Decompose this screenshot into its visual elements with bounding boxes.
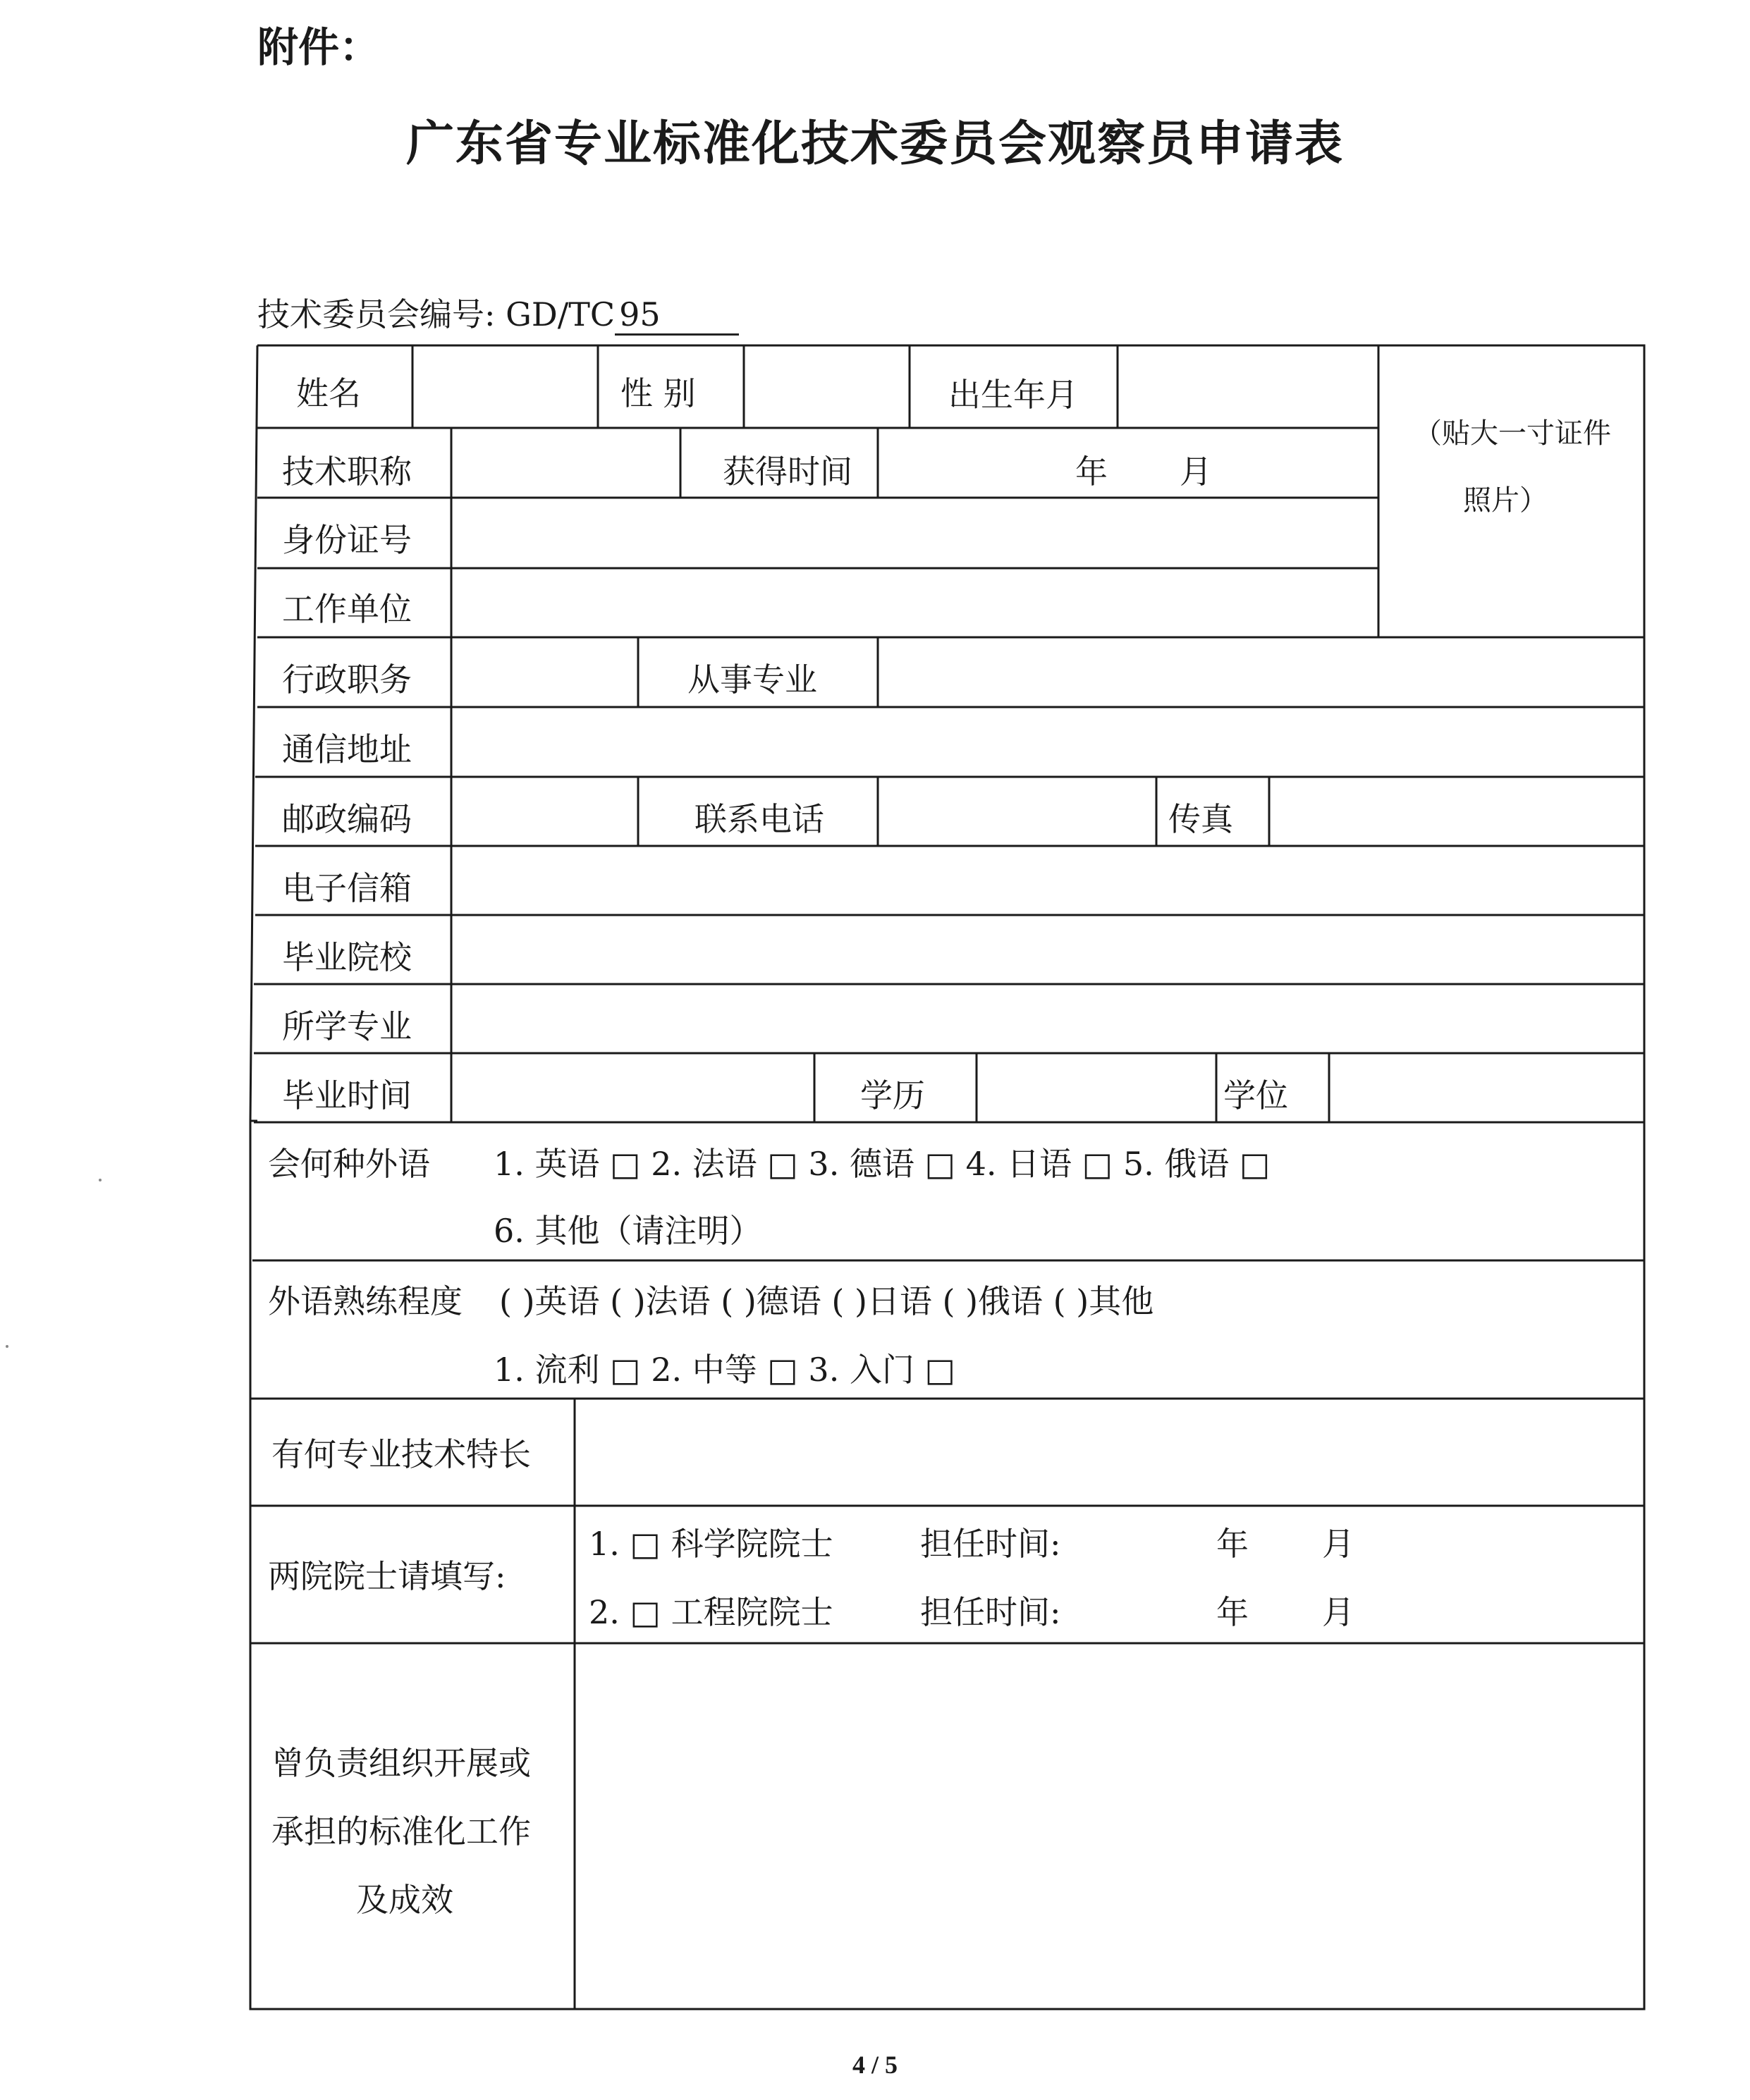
scan-speck: [6, 1345, 8, 1348]
languages-options[interactable]: 1. 英语 □ 2. 法语 □ 3. 德语 □ 4. 日语 □ 5. 俄语 □: [494, 1145, 1271, 1183]
name-field[interactable]: [415, 348, 596, 426]
expertise-label: 有何专业技术特长: [271, 1435, 531, 1473]
work-label-line2: 承担的标准化工作: [271, 1812, 531, 1850]
gender-field[interactable]: [746, 348, 907, 426]
academician-science-option[interactable]: 1. □ 科学院院士: [589, 1525, 833, 1563]
academician-engineering-tenure-label: 担任时间:: [920, 1593, 1061, 1631]
committee-number-label: 技术委员会编号: GD/TC: [257, 295, 616, 333]
work-achievements-field[interactable]: [577, 1645, 1642, 2007]
address-field[interactable]: [453, 709, 1642, 775]
graduation-time-field[interactable]: [453, 1055, 812, 1120]
address-label: 通信地址: [282, 730, 412, 768]
attachment-label: 附件：: [257, 23, 381, 71]
school-field[interactable]: [453, 917, 1642, 982]
academician-label: 两院院士请填写:: [268, 1557, 506, 1595]
page-title: 广东省专业标准化技术委员会观察员申请表: [405, 116, 1344, 172]
email-field[interactable]: [453, 848, 1642, 913]
work-label-line3: 及成效: [356, 1881, 453, 1919]
obtained-month-label[interactable]: 月: [1180, 453, 1212, 491]
phone-label: 联系电话: [695, 800, 824, 838]
email-label: 电子信箱: [282, 869, 412, 907]
degree-label: 学位: [1223, 1076, 1288, 1115]
academician-science-tenure-label: 担任时间:: [920, 1525, 1061, 1563]
expertise-field[interactable]: [577, 1401, 1642, 1504]
work-label-line1: 曾负责组织开展或: [271, 1744, 531, 1782]
proficiency-levels[interactable]: 1. 流利 □ 2. 中等 □ 3. 入门 □: [494, 1351, 956, 1389]
languages-other[interactable]: 6. 其他（请注明）: [494, 1212, 762, 1250]
obtained-year-label[interactable]: 年: [1075, 453, 1108, 491]
proficiency-languages[interactable]: ( )英语 ( )法语 ( )德语 ( )日语 ( )俄语 ( )其他: [499, 1282, 1154, 1320]
fax-label: 传真: [1168, 800, 1233, 838]
education-label: 学历: [860, 1076, 925, 1115]
id-number-field[interactable]: [453, 500, 1376, 566]
name-label: 姓名: [296, 374, 361, 412]
academician-engineering-year[interactable]: 年: [1216, 1593, 1249, 1631]
academician-engineering-option[interactable]: 2. □ 工程院院士: [589, 1593, 833, 1631]
birth-label: 出生年月: [948, 376, 1078, 414]
employer-field[interactable]: [453, 570, 1376, 635]
specialty-label: 从事专业: [687, 661, 817, 699]
technical-title-label: 技术职称: [282, 453, 412, 491]
birth-field[interactable]: [1120, 348, 1376, 426]
committee-number-field[interactable]: 95: [615, 295, 739, 336]
employer-label: 工作单位: [282, 590, 412, 628]
position-field[interactable]: [453, 639, 636, 705]
postcode-field[interactable]: [453, 779, 636, 844]
fax-field[interactable]: [1271, 779, 1642, 844]
scan-speck: [99, 1179, 102, 1181]
languages-label: 会何种外语: [268, 1145, 430, 1183]
academician-engineering-month[interactable]: 月: [1322, 1593, 1354, 1631]
major-label: 所学专业: [282, 1007, 412, 1045]
major-field[interactable]: [453, 986, 1642, 1051]
graduation-time-label: 毕业时间: [282, 1076, 412, 1115]
photo-note-line2: 照片）: [1463, 484, 1548, 517]
academician-science-year[interactable]: 年: [1216, 1525, 1249, 1563]
postcode-label: 邮政编码: [282, 800, 412, 838]
photo-note-line1: （贴大一寸证件: [1414, 417, 1611, 450]
school-label: 毕业院校: [282, 938, 412, 976]
phone-field[interactable]: [880, 779, 1154, 844]
academician-science-month[interactable]: 月: [1322, 1525, 1354, 1563]
gender-label: 性 别: [620, 374, 696, 412]
degree-field[interactable]: [1331, 1055, 1642, 1120]
specialty-field[interactable]: [880, 639, 1642, 705]
position-label: 行政职务: [282, 661, 412, 699]
technical-title-field[interactable]: [453, 430, 678, 496]
proficiency-label: 外语熟练程度: [268, 1282, 463, 1320]
obtained-time-label: 获得时间: [723, 453, 852, 491]
education-field[interactable]: [979, 1055, 1214, 1120]
id-number-label: 身份证号: [282, 521, 412, 559]
page-number: 4 / 5: [852, 2051, 898, 2079]
